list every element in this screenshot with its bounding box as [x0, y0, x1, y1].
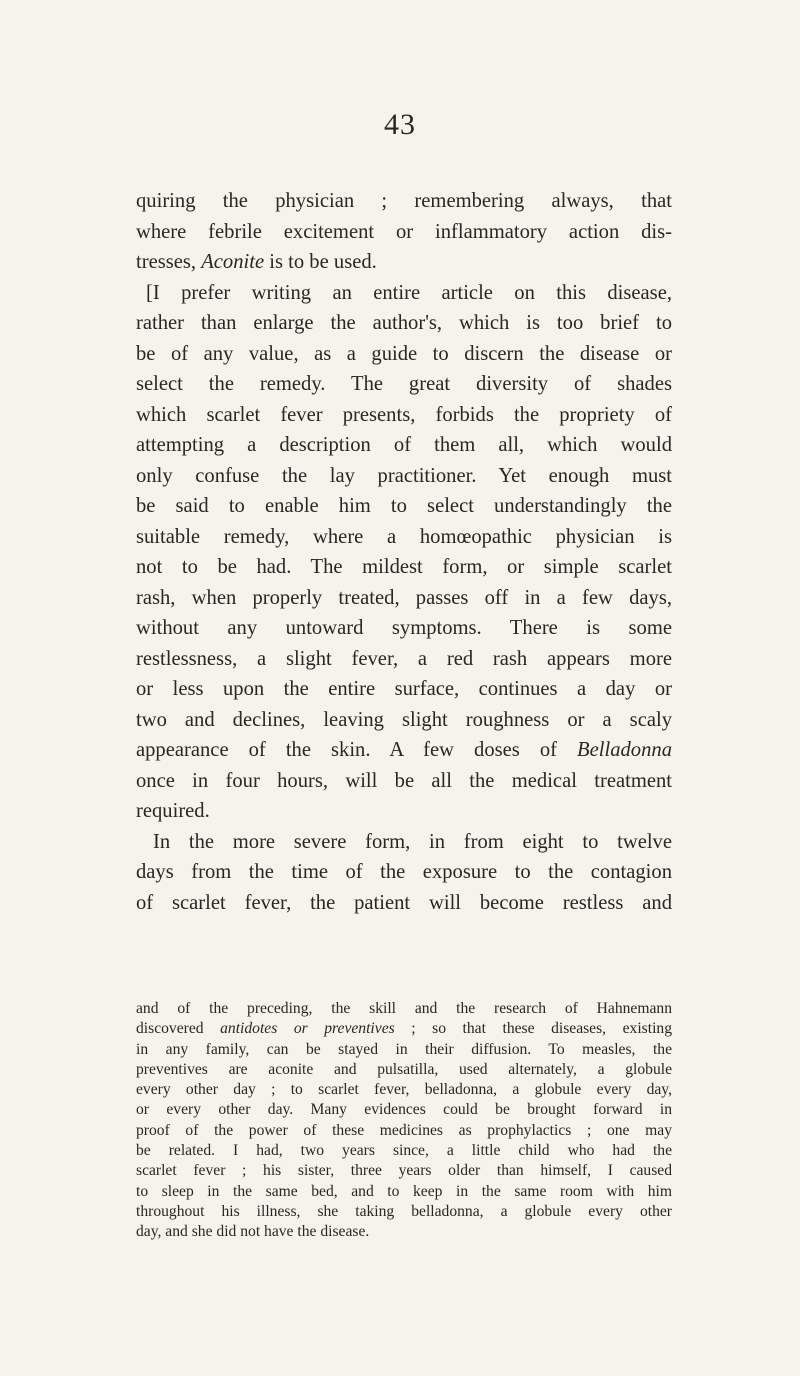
- text-line: days from the time of the exposure to the contagion: [136, 861, 672, 883]
- footnote-line: throughout his illness, she taking belladonna, a globule every other: [136, 1202, 672, 1220]
- page-number: 43: [384, 108, 416, 141]
- footnote-line: or every other day. Many evidences could be brought forward in: [136, 1101, 672, 1119]
- footnote-line: in any family, can be stayed in their diffusion. To measles, the: [136, 1040, 672, 1058]
- text-line: required.: [136, 800, 210, 822]
- text-line: of scarlet fever, the patient will become restless and: [136, 891, 672, 914]
- footnote-line: scarlet fever ; his sister, three years older than himself, I caused: [136, 1162, 672, 1180]
- text-line: attempting a description of them all, which would: [136, 434, 672, 456]
- text-line: or less upon the entire surface, continues a day or: [136, 678, 672, 700]
- belladonna-term: Belladonna: [577, 739, 672, 761]
- text-line: select the remedy. The great diversity of shades: [136, 373, 672, 395]
- footnote: [136, 999, 672, 1243]
- text-line: be of any value, as a guide to discern the disease or: [136, 342, 672, 365]
- text-line: [I prefer writing an entire article on this disease,: [146, 281, 672, 304]
- footnote-line: be related. I had, two years since, a little child who had the: [136, 1142, 672, 1160]
- text-line: restlessness, a slight fever, a red rash appears more: [136, 647, 672, 670]
- footnote-line: day, and she did not have the disease.: [136, 1223, 370, 1241]
- footnote-line: preventives are aconite and pulsatilla, used alternately, a globule: [136, 1060, 672, 1078]
- antidotes-term: antidotes or preventives: [220, 1020, 395, 1038]
- text-line: not to be had. The mildest form, or simple scarlet: [136, 556, 672, 578]
- text-line: only confuse the lay practitioner. Yet enough must: [136, 464, 672, 487]
- footnote-line: and of the preceding, the skill and the research of Hahnemann: [136, 1000, 672, 1017]
- footnote-line: to sleep in the same bed, and to keep in the same room with him: [136, 1182, 672, 1200]
- text-line: quiring the physician ; remembering always, that: [136, 190, 672, 212]
- text-line: appearance of the skin. A few doses of Belladonna: [136, 739, 672, 761]
- footnote-line: discovered antidotes or preventives ; so that these diseases, existing: [136, 1020, 673, 1038]
- text-line: once in four hours, will be all the medical treatment: [136, 769, 672, 792]
- text-line: where febrile excitement or inflammatory action dis-: [136, 220, 672, 243]
- text-line: tresses, Aconite is to be used.: [136, 251, 377, 273]
- footnote-line: proof of the power of these medicines as prophylactics ; one may: [136, 1121, 672, 1139]
- text-line: be said to enable him to select understandingly the: [136, 495, 672, 517]
- text-line: two and declines, leaving slight roughness or a scaly: [136, 708, 672, 731]
- main-text: [136, 186, 672, 918]
- text-line: without any untoward symptoms. There is some: [136, 617, 672, 639]
- footnote-line: every other day ; to scarlet fever, belladonna, a globule every day,: [136, 1081, 672, 1099]
- text-line: In the more severe form, in from eight to twelve: [153, 830, 672, 853]
- aconite-term: Aconite: [201, 251, 265, 273]
- text-line: rash, when properly treated, passes off in a few days,: [136, 586, 672, 609]
- text-line: suitable remedy, where a homœopathic physician is: [136, 525, 672, 548]
- text-line: rather than enlarge the author's, which is too brief to: [136, 312, 672, 334]
- text-line: which scarlet fever presents, forbids the propriety of: [136, 403, 672, 426]
